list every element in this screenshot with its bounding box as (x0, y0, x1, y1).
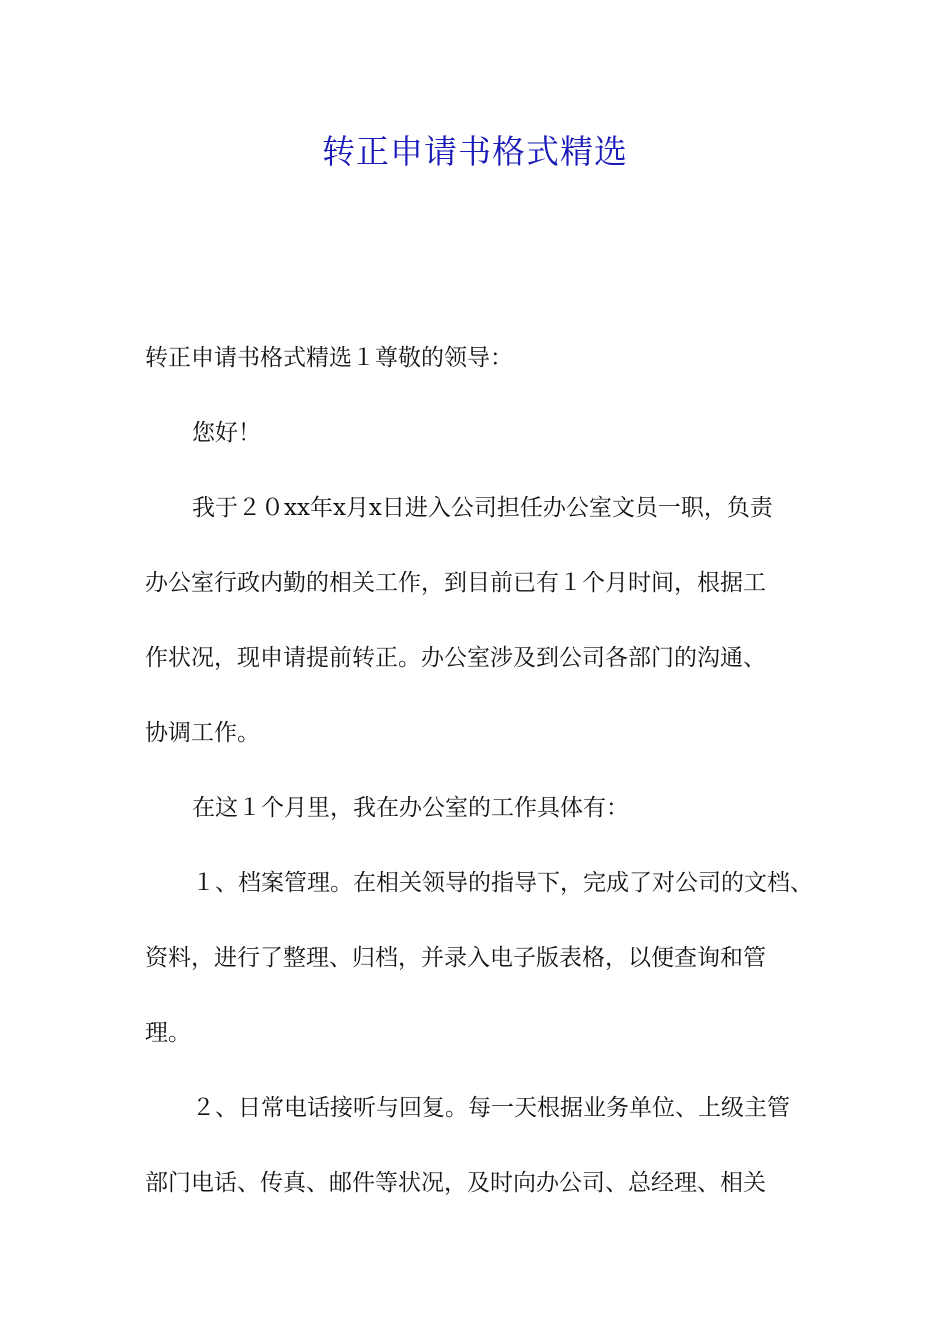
text-line (0, 413, 950, 453)
salutation-line: 转正申请书格式精选１尊敬的领导： (145, 345, 513, 371)
paragraph-line: 我于２０xx年x月x日进入公司担任办公室文员一职，负责 (192, 495, 773, 521)
text-line (0, 638, 950, 678)
paragraph-line: ２、日常电话接听与回复。每一天根据业务单位、上级主管 (192, 1095, 790, 1121)
paragraph-line: 办公室行政内勤的相关工作，到目前已有１个月时间，根据工 (145, 570, 766, 596)
text-line (0, 788, 950, 828)
text-line (0, 863, 950, 903)
text-line (0, 938, 950, 978)
paragraph-line: 在这１个月里，我在办公室的工作具体有： (192, 795, 629, 821)
text-line (0, 338, 950, 378)
paragraph-line: 作状况，现申请提前转正。办公室涉及到公司各部门的沟通、 (145, 645, 766, 671)
paragraph-line: １、档案管理。在相关领导的指导下，完成了对公司的文档、 (192, 870, 813, 896)
text-line (0, 1163, 950, 1203)
text-line (0, 713, 950, 753)
paragraph-line: 协调工作。 (145, 720, 260, 746)
paragraph-line: 部门电话、传真、邮件等状况，及时向办公司、总经理、相关 (145, 1170, 766, 1196)
text-line (0, 488, 950, 528)
text-line (0, 1013, 950, 1053)
text-line (0, 563, 950, 603)
greeting-line: 您好！ (192, 420, 261, 446)
paragraph-line: 资料，进行了整理、归档，并录入电子版表格，以便查询和管 (145, 945, 766, 971)
paragraph-line: 理。 (145, 1020, 191, 1046)
document-title: 转正申请书格式精选 (322, 132, 628, 171)
text-line (0, 1088, 950, 1128)
